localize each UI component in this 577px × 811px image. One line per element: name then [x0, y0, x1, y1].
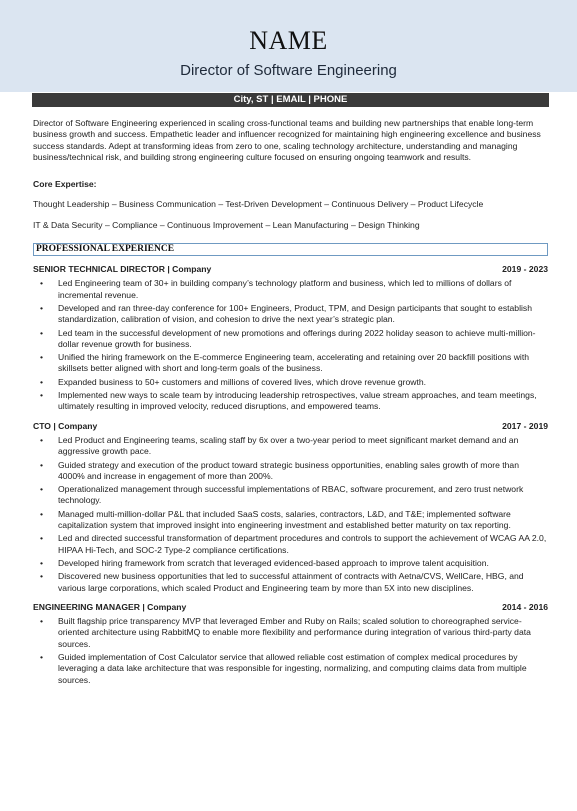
- core-expertise-heading: Core Expertise:: [33, 179, 97, 190]
- bullet-item: • Developed hiring framework from scratch that leveraged evidenced-based approach to improve talent acquisition.: [33, 558, 548, 569]
- contact-bar: City, ST | EMAIL | PHONE: [32, 93, 549, 107]
- job-title: SENIOR TECHNICAL DIRECTOR | Company: [33, 264, 212, 275]
- bullet-item: • Led Engineering team of 30+ in building company’s technology platform and business, which led to millions of dollars of incremental revenue.: [33, 278, 548, 301]
- bullet-item: • Led and directed successful transformation of department procedures and controls to support the achievement of WCAG AA 2.0, HIPAA Hi-Tech, and SOC-2 Type-2 compliance certifications.: [33, 533, 548, 556]
- experience-list: [33, 264, 548, 686]
- job-dates: 2014 - 2016: [502, 601, 548, 612]
- bullet-item: • Implemented new ways to scale team by introducing leadership retrospectives, value stream approaches, and team meetings, ultimately resulting in improved velocity, reduced disruptions, and empowered teams.: [33, 390, 548, 413]
- job-entry: [33, 264, 548, 413]
- job-header: [33, 421, 548, 432]
- core-expertise-line-2: IT & Data Security – Compliance – Continuous Improvement – Lean Manufacturing – Design Thinking: [33, 219, 420, 230]
- bullet-item: • Unified the hiring framework on the E-commerce Engineering team, accelerating and retaining over 20 backfill positions with skillsets better aligned with short and long-term goals of the business.: [33, 352, 548, 375]
- bullet-item: • Built flagship price transparency MVP that leveraged Ember and Ruby on Rails; scaled solution to choreographed service-oriented architecture using RabbitMQ to enable more flexibility and performance during integration of various third-party data sources.: [33, 616, 548, 650]
- job-entry: [33, 421, 548, 594]
- bullet-item: • Developed and ran three-day conference for 100+ Engineers, Product, TPM, and Design participants that sought to establish standardization, calibration of vision, and cohesion to drive the next year’s strategic plan.: [33, 303, 548, 326]
- job-header: [33, 264, 548, 275]
- job-bullets: [33, 616, 548, 686]
- bullet-item: • Operationalized management through successful implementations of RBAC, software procurement, and zero trust network technology.: [33, 484, 548, 507]
- bullet-item: • Expanded business to 50+ customers and millions of covered lives, which drove revenue growth.: [33, 377, 548, 388]
- bullet-item: • Managed multi-million-dollar P&L that included SaaS costs, salaries, contractors, L&D, and T&E; implemented software capitalization system that improved insight into engineering investment and established better maturity on tax reporting.: [33, 509, 548, 532]
- job-title: ENGINEERING MANAGER | Company: [33, 601, 187, 612]
- job-title: CTO | Company: [33, 420, 98, 431]
- job-title: Director of Software Engineering: [180, 62, 397, 79]
- summary: Director of Software Engineering experienced in scaling cross-functional teams and building new partnerships that enable long-term business growth and success. Empathetic leader and influencer recognized for maintaining high engineering excellence and business success standards. Adept at transforming ideas from zero to one, scaling technology architecture, understanding and managing business/technical risk, and building strong engineering culture focused on ensuring ongoing teamwork and results.: [33, 118, 541, 162]
- resume-body: [33, 118, 548, 688]
- job-bullets: [33, 278, 548, 412]
- bullet-item: • Discovered new business opportunities that led to successful attainment of contracts with Aetna/CVS, WellCare, HBG, and various large corporations, which scaled Product and Engineering team by more than 5X into new disciplines.: [33, 571, 548, 594]
- header-band: [0, 0, 577, 92]
- job-dates: 2019 - 2023: [502, 264, 548, 275]
- core-expertise-line-1: Thought Leadership – Business Communication – Test-Driven Development – Continuous Delivery – Product Lifecycle: [33, 199, 484, 210]
- candidate-name: NAME: [249, 26, 328, 55]
- job-entry: [33, 602, 548, 686]
- bullet-item: • Led team in the successful development of new promotions and offerings during 2022 holiday season to achieve multi-million-dollar revenue growth for business.: [33, 328, 548, 351]
- bullet-item: • Led Product and Engineering teams, scaling staff by 6x over a two-year period to meet significant market demand and an aggressive growth pace.: [33, 435, 548, 458]
- bullet-item: • Guided strategy and execution of the product toward strategic business opportunities, enabling sales growth of more than 4000% and increase in engagement of more than 200%.: [33, 460, 548, 483]
- job-dates: 2017 - 2019: [502, 420, 548, 431]
- bullet-item: • Guided implementation of Cost Calculator service that allowed reliable cost estimation of complex medical procedures by leveraging a data lake architecture that was responsible for ingesting, normalizing, and computing claims data from multiple sources.: [33, 652, 548, 686]
- section-heading-experience: PROFESSIONAL EXPERIENCE: [33, 243, 548, 256]
- job-header: [33, 602, 548, 613]
- job-bullets: [33, 435, 548, 594]
